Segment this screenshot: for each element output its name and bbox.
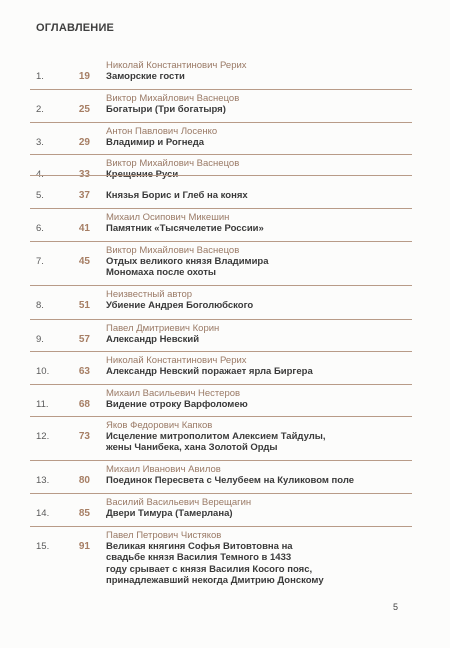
entry-author: Михаил Иванович Авилов (106, 464, 221, 475)
entry-page: 57 (78, 334, 90, 345)
entry-title: Великая княгиня Софья Витовтовна на свадьбе князя Василия Темного в 1433 году срывает с князя Василия Косого пояс, принадлежавший некогда Дмитрию Донскому (106, 541, 324, 587)
entry-number: 10. (36, 366, 50, 377)
toc-heading: ОГЛАВЛЕНИЕ (36, 22, 115, 34)
entry-page: 91 (78, 541, 90, 552)
toc-entry (0, 126, 450, 150)
entry-title: Исцеление митрополитом Алексием Тайдулы, жены Чанибека, хана Золотой Орды (106, 431, 326, 454)
entry-page: 37 (78, 190, 90, 201)
entry-title: Отдых великого князя Владимира Мономаха после охоты (106, 256, 269, 279)
entry-title: Богатыри (Три богатыря) (106, 104, 226, 115)
toc-entry (0, 323, 450, 347)
entry-page: 45 (78, 256, 90, 267)
divider (30, 384, 412, 385)
entry-title: Видение отроку Варфоломею (106, 399, 248, 410)
entry-author: Павел Петрович Чистяков (106, 530, 222, 541)
toc-entry (0, 420, 450, 454)
entry-title: Двери Тимура (Тамерлана) (106, 508, 233, 519)
entry-title: Памятник «Тысячелетие России» (106, 223, 264, 234)
divider (30, 208, 412, 209)
divider (30, 351, 412, 352)
entry-author: Николай Константинович Рерих (106, 60, 247, 71)
toc-entry (0, 245, 450, 279)
entry-title: Александр Невский (106, 334, 200, 345)
entry-title: Князья Борис и Глеб на конях (106, 190, 248, 201)
entry-page: 29 (78, 137, 90, 148)
entry-title: Владимир и Рогнеда (106, 137, 205, 148)
divider (30, 460, 412, 461)
entry-author: Михаил Васильевич Нестеров (106, 388, 241, 399)
toc-entry (0, 93, 450, 117)
entry-author: Антон Павлович Лосенко (106, 126, 218, 137)
entry-author: Неизвестный автор (106, 289, 193, 300)
divider (30, 319, 412, 320)
entry-page: 19 (78, 71, 90, 82)
toc-entry (0, 464, 450, 488)
entry-number: 2. (36, 104, 44, 115)
entry-author: Виктор Михайлович Васнецов (106, 245, 240, 256)
entry-author: Виктор Михайлович Васнецов (106, 158, 240, 169)
divider (30, 89, 412, 90)
entry-number: 7. (36, 256, 44, 267)
entry-page: 80 (78, 475, 90, 486)
entry-page: 51 (78, 300, 90, 311)
entry-title: Поединок Пересвета с Челубеем на Куликовом поле (106, 475, 355, 486)
toc-entry (0, 212, 450, 236)
entry-page: 63 (78, 366, 90, 377)
entry-number: 11. (36, 399, 49, 410)
divider (30, 175, 412, 176)
entry-number: 12. (36, 431, 50, 442)
divider (30, 122, 412, 123)
entry-author: Михаил Осипович Микешин (106, 212, 230, 223)
entry-number: 9. (36, 334, 44, 345)
entry-author: Яков Федорович Капков (106, 420, 213, 431)
entry-number: 1. (36, 71, 44, 82)
divider (30, 526, 412, 527)
divider (30, 285, 412, 286)
entry-title: Заморские гости (106, 71, 185, 82)
entry-page: 73 (78, 431, 90, 442)
divider (30, 241, 412, 242)
entry-page: 25 (78, 104, 90, 115)
toc-entry (0, 497, 450, 521)
entry-author: Виктор Михайлович Васнецов (106, 93, 240, 104)
toc-entry (0, 60, 450, 84)
toc-entry (0, 388, 450, 412)
toc-entry (0, 179, 450, 203)
entry-page: 85 (78, 508, 90, 519)
toc-entry (0, 289, 450, 313)
entry-author: Павел Дмитриевич Корин (106, 323, 220, 334)
entry-number: 14. (36, 508, 50, 519)
entry-number: 15. (36, 541, 50, 552)
divider (30, 416, 412, 417)
entry-page: 68 (78, 399, 90, 410)
page-number: 5 (393, 602, 399, 612)
divider (30, 493, 412, 494)
entry-author: Николай Константинович Рерих (106, 355, 247, 366)
entry-page: 41 (78, 223, 90, 234)
entry-number: 8. (36, 300, 44, 311)
divider (30, 154, 412, 155)
entry-title: Александр Невский поражает ярла Биргера (106, 366, 313, 377)
toc-entry (0, 530, 450, 587)
entry-number: 6. (36, 223, 44, 234)
entry-title: Убиение Андрея Боголюбского (106, 300, 254, 311)
entry-author: Василий Васильевич Верещагин (106, 497, 252, 508)
entry-number: 5. (36, 190, 44, 201)
entry-number: 13. (36, 475, 50, 486)
entry-number: 3. (36, 137, 44, 148)
toc-entry (0, 355, 450, 379)
